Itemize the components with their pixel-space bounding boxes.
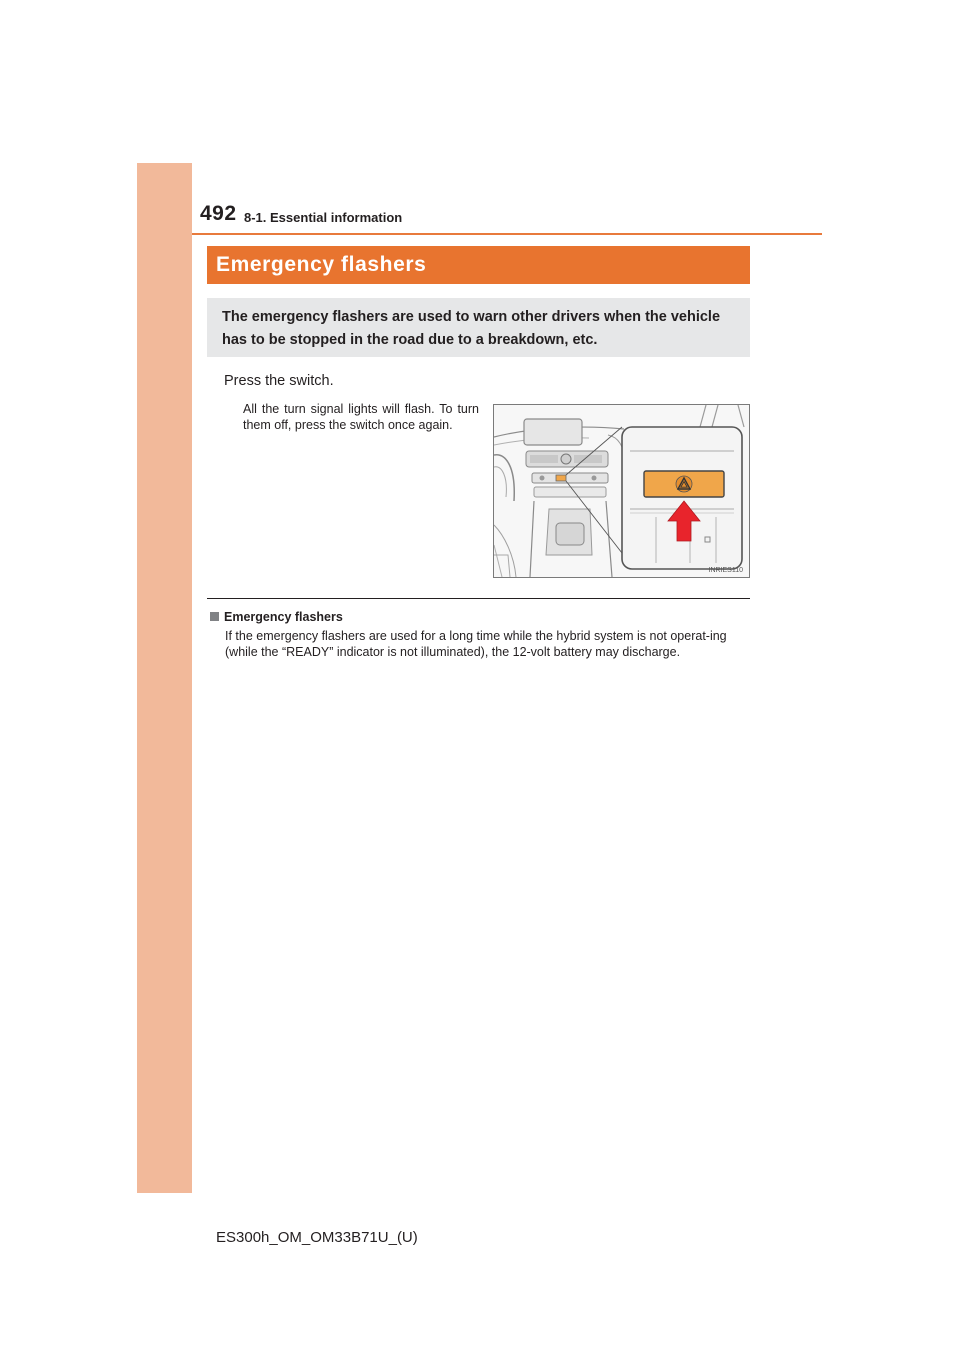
note-body: If the emergency flashers are used for a long time while the hybrid system is not operat-ing (while the “READY” indicator is not illuminated), the 12-volt battery may discharge. xyxy=(225,629,727,659)
footer-document-code: ES300h_OM_OM33B71U_(U) xyxy=(216,1229,418,1246)
note-heading xyxy=(210,610,343,624)
hazard-switch-icon xyxy=(644,471,724,497)
header-rule xyxy=(192,233,822,235)
note-heading-text: Emergency flashers xyxy=(224,610,343,624)
chapter-sidebar-tab xyxy=(137,163,192,1193)
page-title: Emergency flashers xyxy=(216,253,427,276)
notes-divider xyxy=(207,598,750,599)
page-number: 492 xyxy=(200,202,237,225)
hazard-switch-illustration xyxy=(493,404,750,578)
intro-box xyxy=(207,298,750,357)
section-label: 8-1. Essential information xyxy=(244,210,403,225)
illustration-code: INRIES110 xyxy=(708,567,743,574)
title-bar xyxy=(207,246,750,284)
square-bullet-icon xyxy=(210,612,219,621)
step-description: All the turn signal lights will flash. To turn them off, press the switch once again. xyxy=(243,402,479,432)
dashboard-drawing xyxy=(494,405,749,577)
intro-text: The emergency flashers are used to warn other drivers when the vehicle has to be stopped in the road due to a breakdown, etc. xyxy=(222,309,721,348)
step-instruction: Press the switch. xyxy=(224,373,334,389)
